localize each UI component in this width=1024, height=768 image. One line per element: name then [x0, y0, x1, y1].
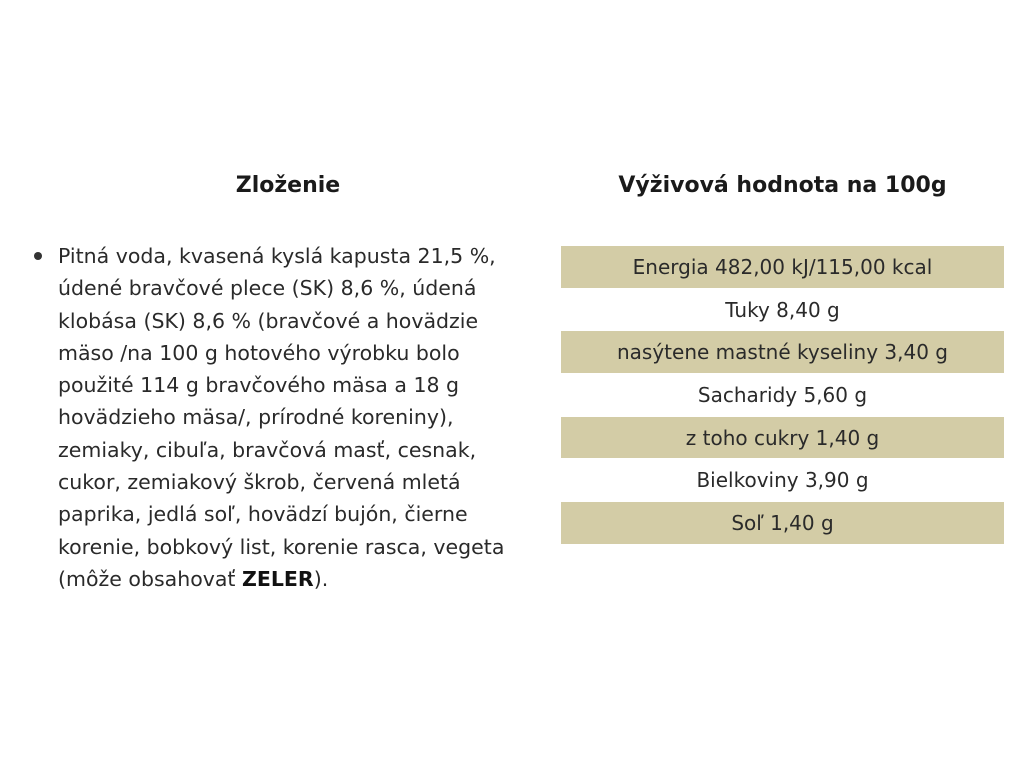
composition-heading: Zloženie: [235, 173, 341, 198]
nutrition-cell: Bielkoviny 3,90 g: [696, 468, 869, 493]
nutrition-cell: Energia 482,00 kJ/115,00 kcal: [561, 246, 1004, 289]
nutrition-row-saturated-fat: [561, 331, 1004, 374]
nutrition-section: [561, 168, 1004, 535]
nutrition-cell: Tuky 8,40 g: [725, 297, 840, 322]
nutrition-table: [561, 245, 1004, 545]
nutrition-row-salt: [561, 502, 1004, 545]
nutrition-row-energy: [561, 246, 1004, 289]
nutrition-cell: z toho cukry 1,40 g: [561, 416, 1004, 459]
nutrition-cell: Soľ 1,40 g: [561, 502, 1004, 545]
composition-section: [28, 168, 538, 591]
ingredients-text: Pitná voda, kvasená kyslá kapusta 21,5 %, údené bravčové plece (SK) 8,6 %, údená klobása (SK) 8,6 % (bravčové a hovädzie mäso /na 100 g hotového výrobku bolo použité 114 g bravčového mäsa a 18 g hovädzieho mäsa/, prírodné koreniny), zemiaky, cibuľa, bravčová masť, cesnak, cukor, zemiakový škrob, červená mletá paprika, jedlá soľ, hovädzí bujón, čierne korenie, bobkový list, korenie rasca, vegeta (môže obsahovať: [58, 244, 505, 591]
ingredients-end: ).: [313, 566, 329, 591]
nutrition-row-sugars: [561, 416, 1004, 459]
nutrition-row-fat: [561, 288, 1004, 331]
bullet-icon: [34, 252, 42, 260]
nutrition-cell: nasýtene mastné kyseliny 3,40 g: [561, 331, 1004, 374]
ingredients-item: [28, 240, 538, 595]
nutrition-row-protein: [561, 459, 1004, 502]
nutrition-row-carbohydrates: [561, 374, 1004, 417]
nutrition-cell: Sacharidy 5,60 g: [697, 382, 868, 407]
allergen-celery: ZELER: [241, 566, 314, 591]
nutrition-heading: Výživová hodnota na 100g: [618, 173, 947, 198]
ingredients-list: [28, 240, 538, 595]
